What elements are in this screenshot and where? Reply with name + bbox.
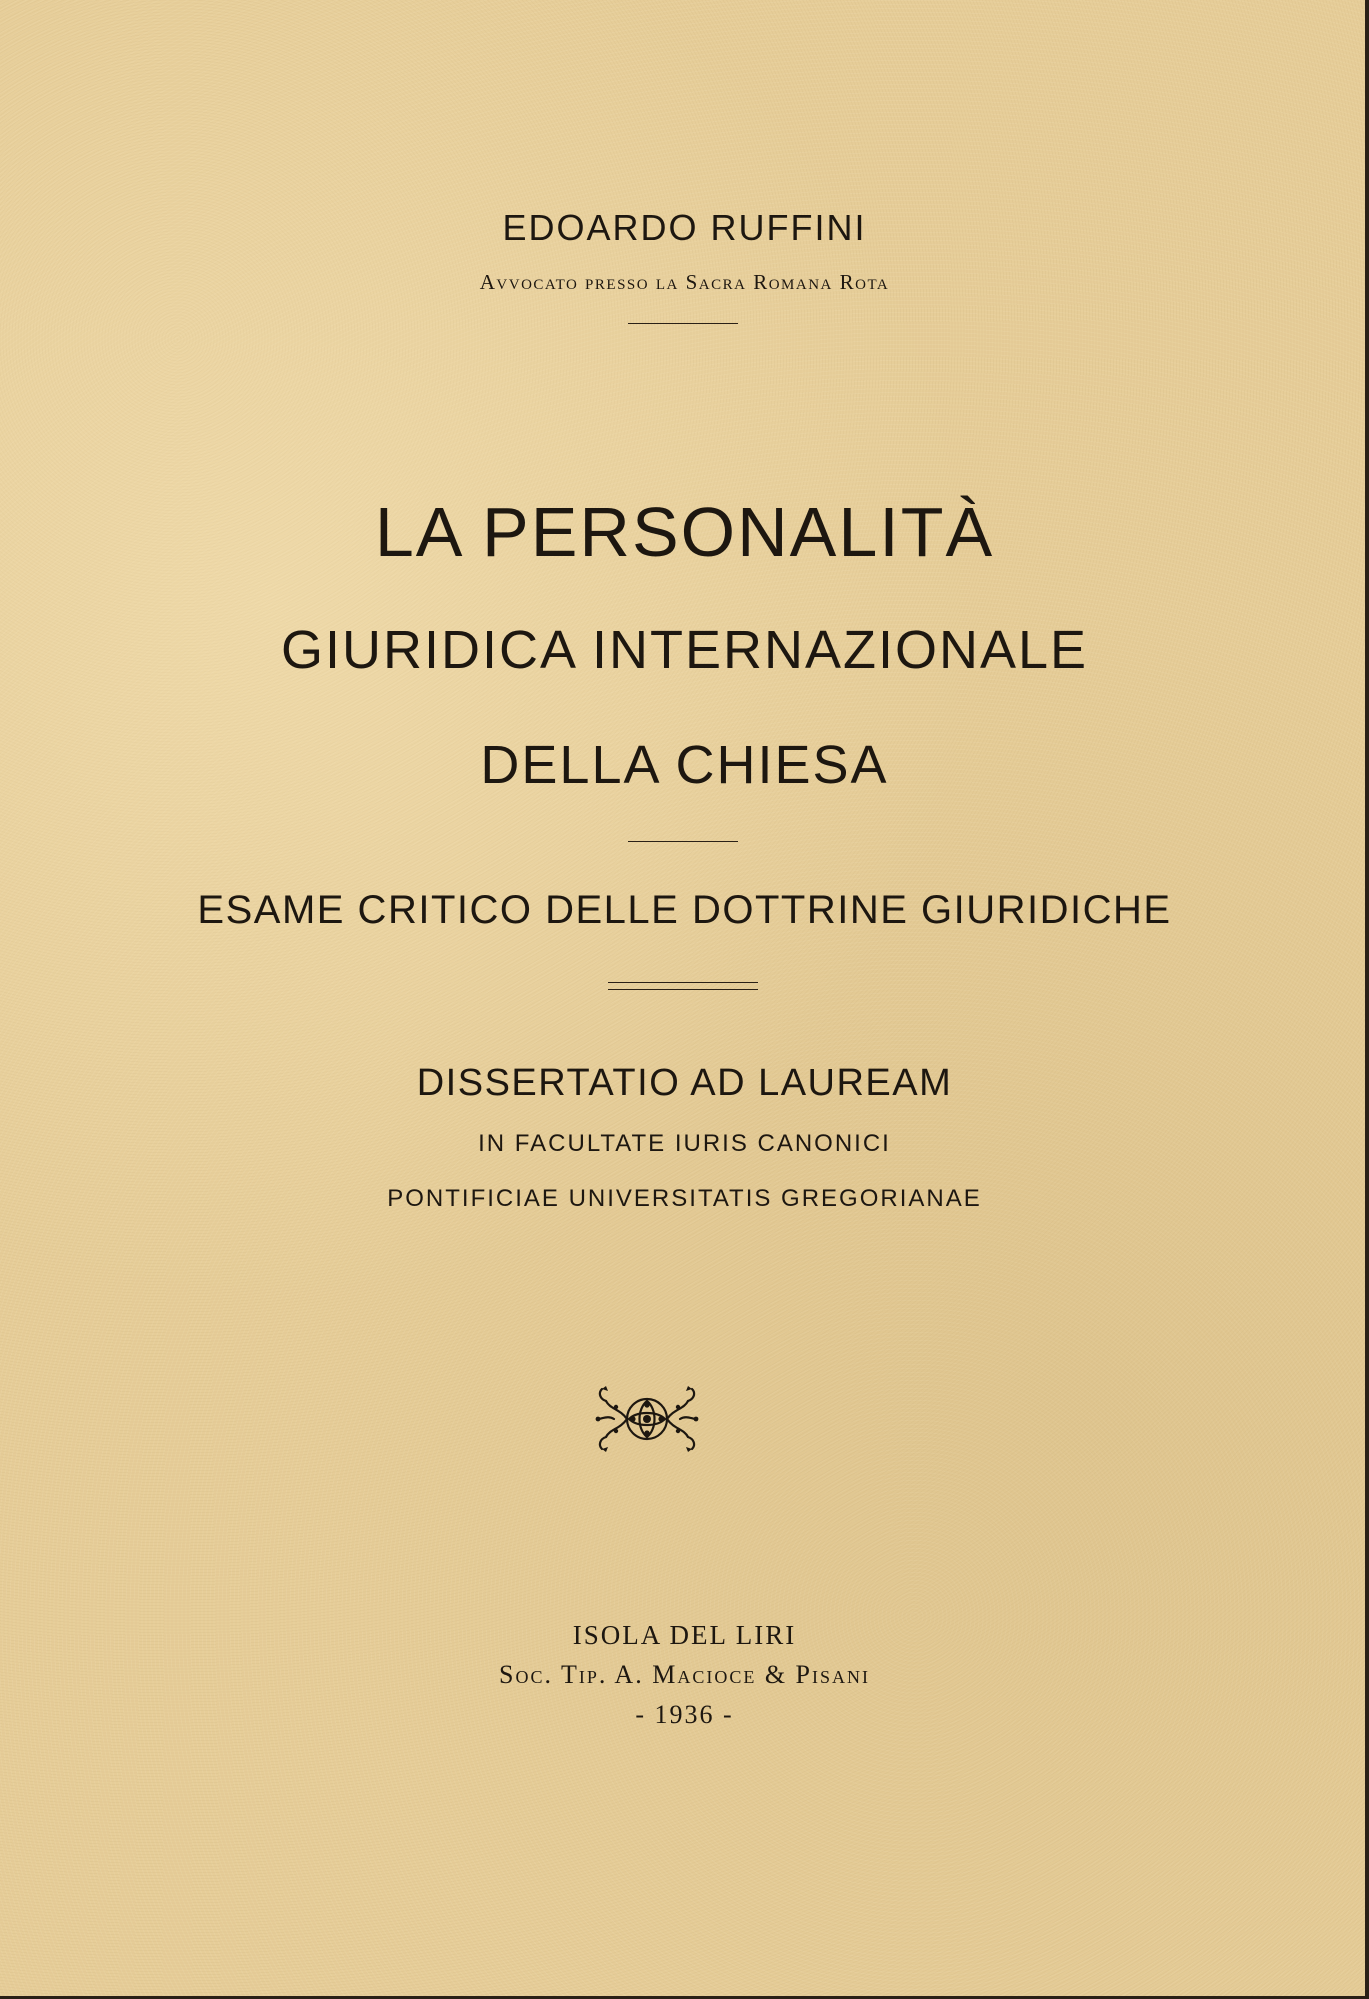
title-line-2: GIURIDICA INTERNAZIONALE	[280, 620, 1089, 680]
faculty-line: IN FACULTATE IURIS CANONICI	[478, 1130, 891, 1157]
double-divider-rule	[608, 982, 758, 990]
divider-rule	[628, 841, 738, 842]
publication-year: - 1936 -	[635, 1700, 734, 1729]
publisher-name: Soc. Tip. A. Macioce & Pisani	[498, 1660, 871, 1689]
floral-ornament-icon	[592, 1379, 702, 1459]
author-role: Avvocato presso la Sacra Romana Rota	[479, 270, 890, 294]
title-line-3: DELLA CHIESA	[480, 735, 889, 795]
publication-place: ISOLA DEL LIRI	[572, 1620, 797, 1650]
author-name: EDOARDO RUFFINI	[502, 207, 867, 248]
subtitle: ESAME CRITICO DELLE DOTTRINE GIURIDICHE	[197, 888, 1172, 932]
dissertation-label: DISSERTATIO AD LAUREAM	[416, 1062, 953, 1104]
title-line-1: LA PERSONALITÀ	[374, 493, 995, 571]
divider-rule	[628, 323, 738, 324]
university-line: PONTIFICIAE UNIVERSITATIS GREGORIANAE	[387, 1185, 982, 1212]
